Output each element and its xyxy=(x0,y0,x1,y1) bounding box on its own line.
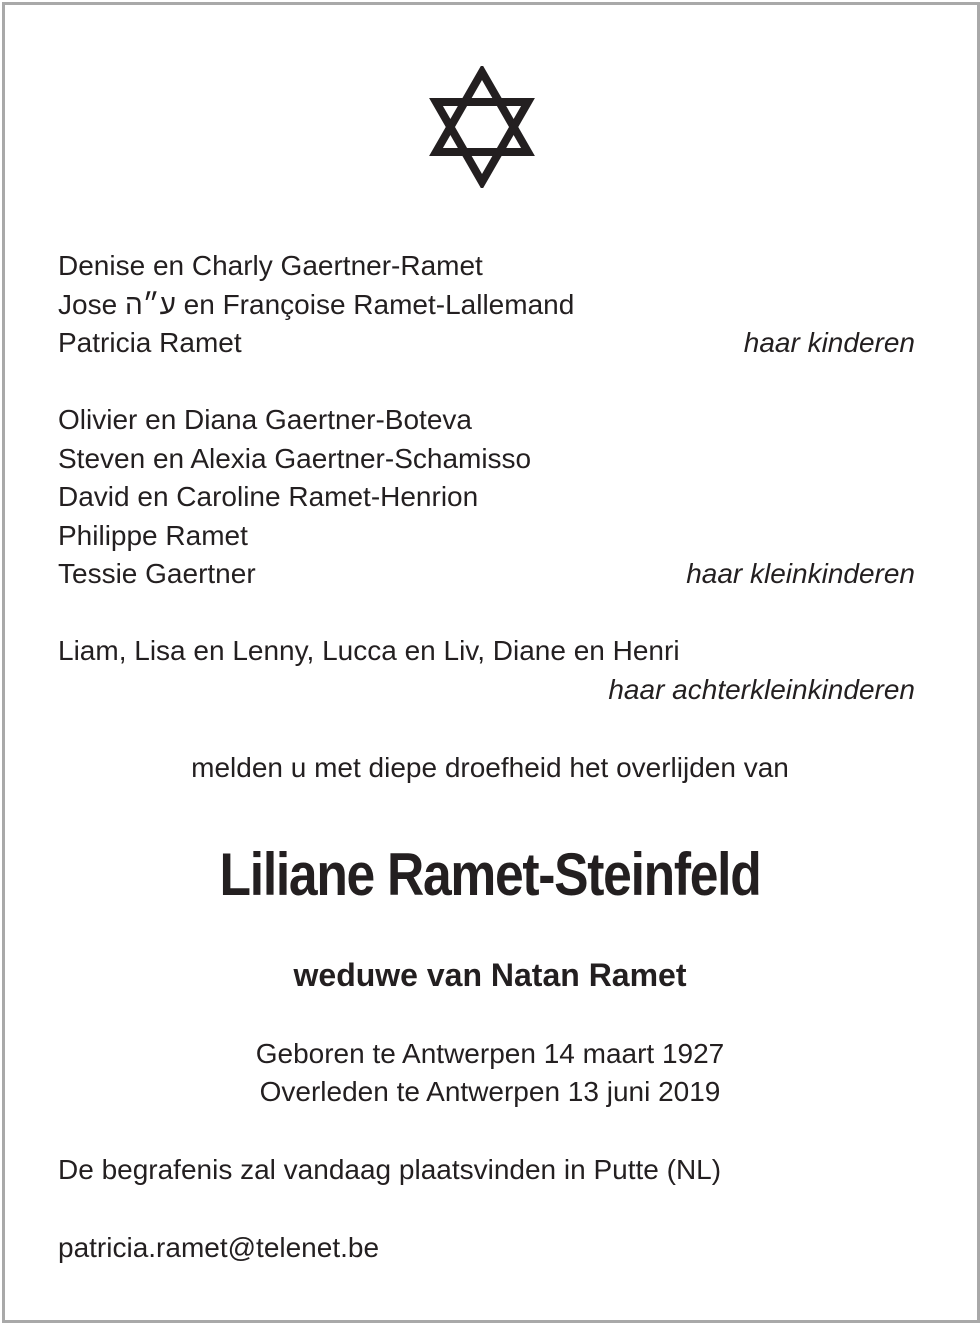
child-name-2: Jose ע״ה en Françoise Ramet-Lallemand xyxy=(58,289,575,320)
contact-email: patricia.ramet@telenet.be xyxy=(58,1232,380,1263)
birth-info: Geboren te Antwerpen 14 maart 1927 xyxy=(255,1038,725,1069)
great-grandchildren-role-label: haar achterkleinkinderen xyxy=(608,674,915,705)
grandchild-name-2: Steven en Alexia Gaertner-Schamisso xyxy=(58,443,532,474)
funeral-info: De begrafenis zal vandaag plaatsvinden in Putte (NL) xyxy=(58,1154,722,1185)
grandchild-name-3: David en Caroline Ramet-Henrion xyxy=(58,481,479,512)
death-info: Overleden te Antwerpen 13 juni 2019 xyxy=(259,1076,721,1107)
announcement-text: melden u met diepe droefheid het overlijden van xyxy=(191,752,789,783)
child-name-3: Patricia Ramet xyxy=(58,327,242,358)
widow-of-text: weduwe van Natan Ramet xyxy=(293,957,687,993)
grandchild-name-5: Tessie Gaertner xyxy=(58,558,256,589)
star-of-david-icon xyxy=(428,66,536,188)
great-grandchildren-names: Liam, Lisa en Lenny, Lucca en Liv, Diane en Henri xyxy=(58,635,680,666)
child-name-1: Denise en Charly Gaertner-Ramet xyxy=(58,250,483,281)
grandchild-name-1: Olivier en Diana Gaertner-Boteva xyxy=(58,404,472,435)
grandchildren-role-label: haar kleinkinderen xyxy=(686,558,915,589)
grandchild-name-4: Philippe Ramet xyxy=(58,520,248,551)
children-role-label: haar kinderen xyxy=(743,327,915,358)
deceased-name: Liliane Ramet-Steinfeld xyxy=(219,841,761,908)
